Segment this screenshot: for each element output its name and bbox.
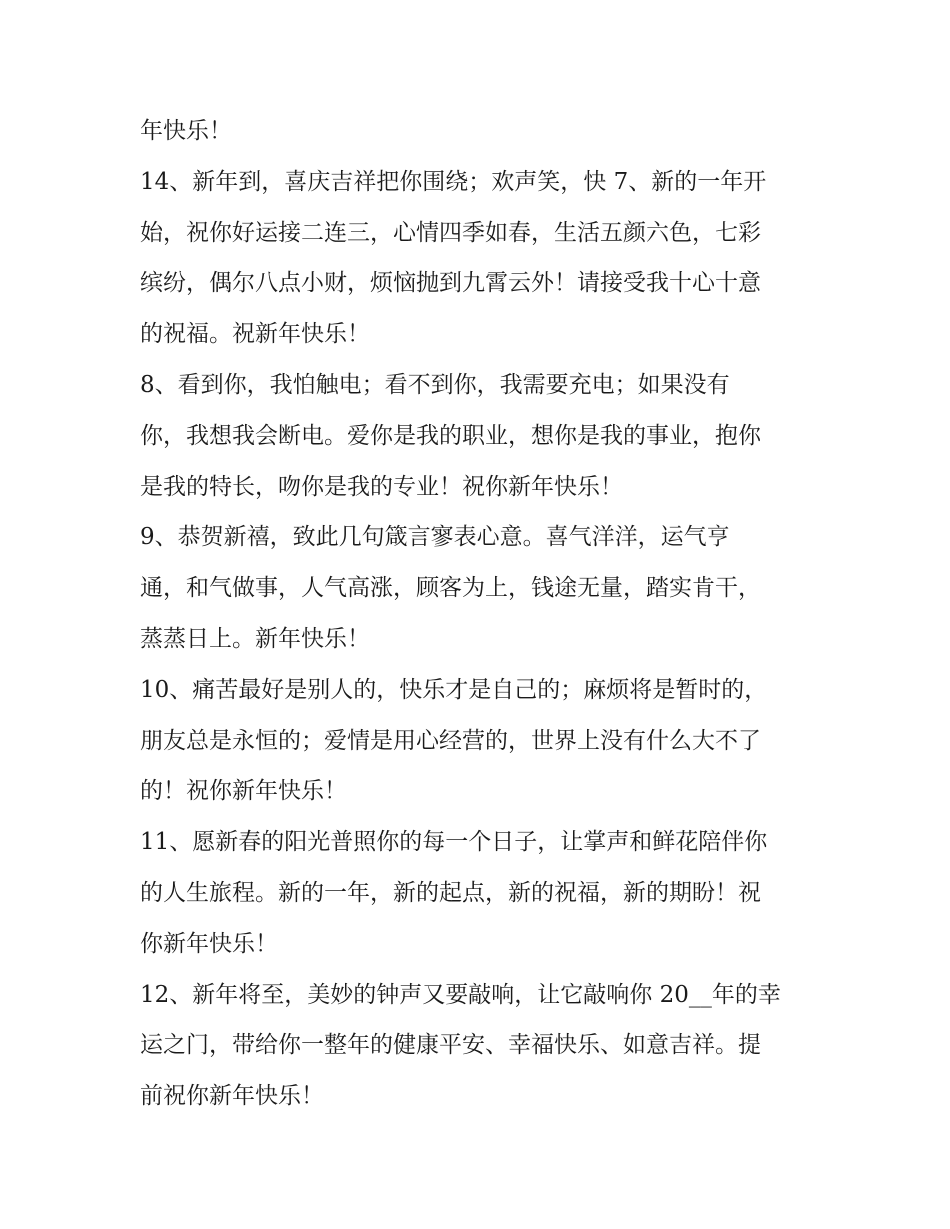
text-line: 12、新年将至，美妙的钟声又要敲响，让它敲响你 20__年的幸: [140, 981, 781, 1008]
text-line: 前祝你新年快乐！: [140, 1083, 324, 1110]
document-body: [140, 106, 815, 1122]
text-line: 蒸蒸日上。新年快乐！: [140, 625, 370, 652]
text-line: 年快乐！: [140, 118, 232, 144]
text-line: 的！祝你新年快乐！: [140, 778, 347, 805]
text-line: 8、看到你，我怕触电；看不到你，我需要充电；如果没有: [140, 371, 730, 398]
text-line: 的人生旅程。新的一年，新的起点，新的祝福，新的期盼！祝: [140, 879, 761, 906]
text-line: 的祝福。祝新年快乐！: [140, 321, 370, 348]
text-line: 是我的特长，吻你是我的专业！祝你新年快乐！: [140, 473, 623, 500]
text-line: 运之门，带给你一整年的健康平安、幸福快乐、如意吉祥。提: [140, 1032, 761, 1059]
text-line: 11、愿新春的阳光普照你的每一个日子，让掌声和鲜花陪伴你: [140, 829, 768, 856]
text-line: 通，和气做事，人气高涨，顾客为上，钱途无量，踏实肯干，: [140, 575, 761, 602]
text-line: 你，我想我会断电。爱你是我的职业，想你是我的事业，抱你: [140, 422, 761, 449]
text-line: 9、恭贺新禧，致此几句箴言寥表心意。喜气洋洋，运气亨: [140, 524, 730, 551]
text-line: 你新年快乐！: [140, 930, 278, 957]
text-line: 10、痛苦最好是别人的，快乐才是自己的；麻烦将是暂时的，: [140, 676, 768, 703]
text-line: 始，祝你好运接二连三，心情四季如春，生活五颜六色，七彩: [140, 219, 761, 246]
text-line: 朋友总是永恒的；爱情是用心经营的，世界上没有什么大不了: [140, 727, 761, 754]
text-line: 14、新年到，喜庆吉祥把你围绕；欢声笑，快 7、新的一年开: [140, 168, 767, 195]
text-line: 缤纷，偶尔八点小财，烦恼抛到九霄云外！请接受我十心十意: [140, 270, 761, 297]
